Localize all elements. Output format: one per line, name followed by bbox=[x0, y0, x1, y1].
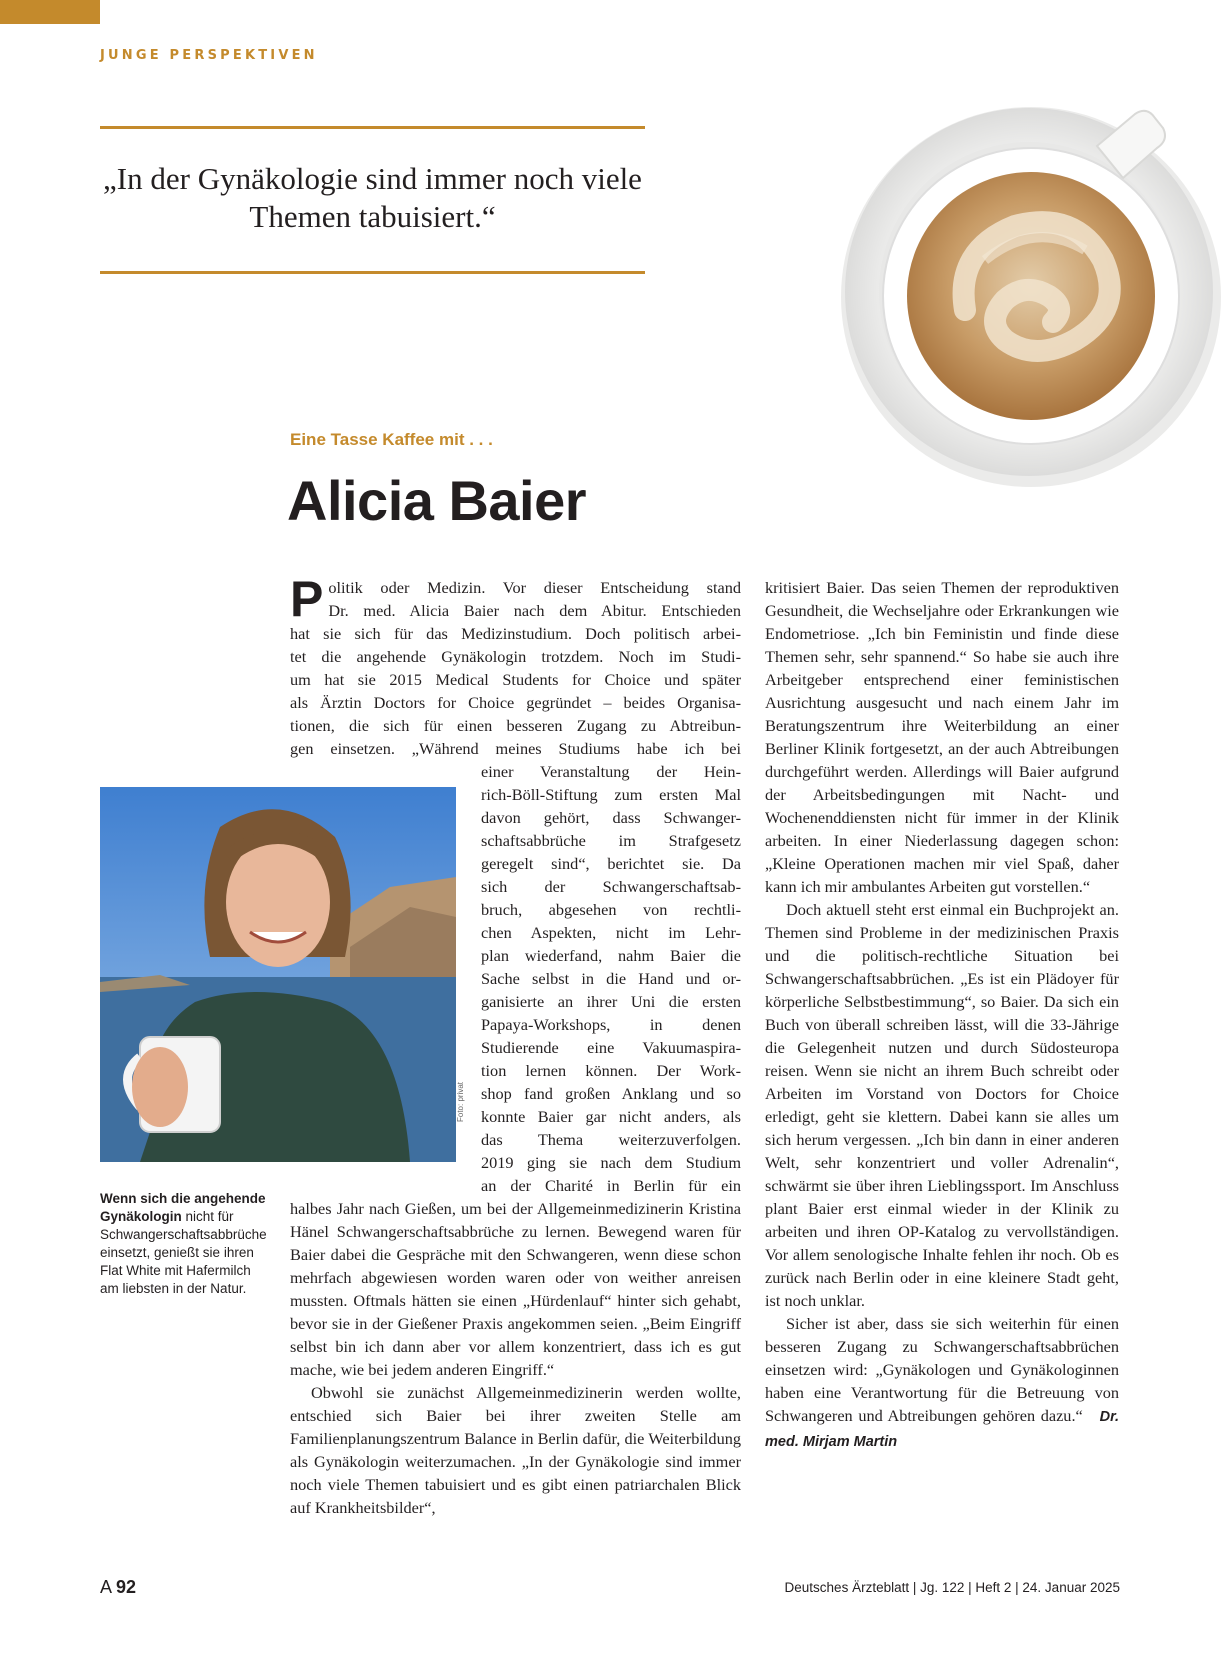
portrait-photo bbox=[100, 787, 456, 1162]
article-line: olitik oder Medizin. Vor dieser Entscheidung stand bbox=[328, 578, 741, 597]
article-line: tet die angehende Gynäkologin trotzdem. Noch im Studi- bbox=[290, 647, 741, 666]
quote-rule-bottom bbox=[100, 271, 645, 274]
article-line: geregelt sind“, berichtet sie. Da bbox=[481, 854, 741, 873]
photo-caption bbox=[100, 1190, 270, 1298]
article-column-1-bottom bbox=[290, 1197, 741, 1519]
article-paragraph: kritisiert Baier. Das seien Themen der reproduktiven Gesundheit, die Wechseljahre oder Erkrankungen wie Endometriose. „Ich bin Feministin und finde diese Themen sehr, sehr spannend.“ So habe sie auch ihre Arbeitgeber entsprechend einer feministischen Ausrichtung ausgesucht und nach einem Jahr im Beratungszentrum ihre Weiterbildung an einer Berliner Klinik fortgesetzt, an der auch Abtreibungen durchgeführt werden. Allerdings will Baier aufgrund der Arbeitsbedingungen mit Nacht- und Wochenenddiensten nicht für immer in der Klinik arbeiten. In einer Niederlassung dagegen schon: „Kleine Operationen machen mir viel Spaß, daher kann ich mir ambulantes Arbeiten gut vorstellen.“ bbox=[765, 578, 1119, 896]
article-column-1-top bbox=[290, 571, 741, 760]
pull-quote: „In der Gynäkologie sind immer noch viele Themen tabuisiert.“ bbox=[103, 161, 642, 234]
article-paragraph: Doch aktuell steht erst einmal ein Buchprojekt an. Themen sind Probleme in der medizinischen Praxis und die politisch-rechtliche Situation bei Schwangerschaftsabbrüchen. „Es ist ein Plädoyer für körperliche Selbstbestimmung“, so Baier. Da sich ein Buch von überall schreiben lässt, will die 33-Jährige die Gelegenheit nutzen und durch Südosteuropa reisen. Wenn sie nicht an ihrem Buch schreibt oder Arbeiten im Vorstand von Doctors for Choice erledigt, geht sie klettern. Dabei kann sie alles um sich herum vergessen. „Ich bin dann in einer anderen Welt, sehr konzentriert und voller Adrenalin“, schwärmt sie über ihren Lieblingssport. Im Anschluss plant Baier erst einmal wieder in der Klinik zu arbeiten und ihren OP-Katalog zu vervollständigen. Vor allem senologische Inhalte fehlen ihr noch. Ob es zurück nach Berlin oder in eine kleinere Stadt geht, ist noch unklar. bbox=[765, 900, 1119, 1310]
article-lines-top bbox=[290, 571, 741, 760]
article-line: sich der Schwangerschaftsab- bbox=[481, 877, 741, 896]
article-line: konnte Baier gar nicht anders, als bbox=[481, 1107, 741, 1126]
article-line: rich-Böll-Stiftung zum ersten Mal bbox=[481, 785, 741, 804]
article-line: davon gehört, dass Schwanger- bbox=[481, 808, 741, 827]
section-label: JUNGE PERSPEKTIVEN bbox=[100, 48, 318, 63]
article-line: plan wiederfand, nahm Baier die bbox=[481, 946, 741, 965]
article-line: Studierende eine Vakuumaspira- bbox=[481, 1038, 741, 1057]
quote-rule-top bbox=[100, 126, 645, 129]
article-line: tion lernen können. Der Work- bbox=[481, 1061, 741, 1080]
article-line: schaftsabbrüche im Strafgesetz bbox=[481, 831, 741, 850]
article-line: um hat sie 2015 Medical Students for Choice und später bbox=[290, 670, 741, 689]
article-line: Papaya-Workshops, in denen bbox=[481, 1015, 741, 1034]
article-line: ganisierte an ihrer Uni die ersten bbox=[481, 992, 741, 1011]
article-line: bruch, abgesehen von rechtli- bbox=[481, 900, 741, 919]
article-paragraph bbox=[765, 1312, 1119, 1454]
article-line: chen Aspekten, nicht im Lehr- bbox=[481, 923, 741, 942]
article-closing-text: Sicher ist aber, dass sie sich weiterhin für einen besseren Zugang zu Schwangerschaftsabbrüchen einsetzen wird: „Gynäkologen und Gynäkologinnen haben eine Verantwortung für die Betreuung von Schwangeren und Abtreibungen gehören dazu.“ bbox=[765, 1314, 1119, 1425]
article-wrap-text bbox=[481, 760, 741, 1197]
article-lines-wrap bbox=[481, 760, 741, 1197]
coffee-cup-image bbox=[835, 100, 1223, 490]
corner-accent-bar bbox=[0, 0, 100, 24]
article-line: Dr. med. Alicia Baier nach dem Abitur. Entschieden bbox=[328, 601, 741, 620]
article-paragraph: Obwohl sie zunächst Allgemeinmedizinerin werden wollte, entschied sich Baier bei ihrer zweiten Stelle am Familienplanungszentrum Balance in Berlin dafür, die Weiterbildung als Gynäkologin weiterzumachen. „In der Gynäkologie sind immer noch viele Themen tabuisiert und es gibt einen patriarchalen Blick auf Krankheitsbilder“, bbox=[290, 1383, 741, 1517]
article-paragraph: halbes Jahr nach Gießen, um bei der Allgemeinmedizinerin Kristina Hänel Schwangerschaftsabbrüche zu lernen. Bewegend waren für Baier dabei die Gespräche mit den Schwangeren, wenn diese schon mehrfach abgewiesen worden waren oder von weither anreisen mussten. Oftmals hätten sie einen „Hürdenlauf“ hinter sich gehabt, bevor sie in der Gießener Praxis angekommen seien. „Beim Eingriff selbst bin ich dann aber vor allem konzentriert, dass ich es gut mache, wie bei jedem anderen Eingriff.“ bbox=[290, 1199, 741, 1379]
page-prefix: A bbox=[100, 1577, 112, 1597]
article-line: Sache selbst in die Hand und or- bbox=[481, 969, 741, 988]
article-line: 2019 ging sie nach dem Studium bbox=[481, 1153, 741, 1172]
headline: Alicia Baier bbox=[287, 469, 587, 532]
article-line: shop fand großen Anklang und so bbox=[481, 1084, 741, 1103]
article-line: hat sie sich für das Medizinstudium. Doch politisch arbei- bbox=[290, 624, 741, 643]
article-line: tionen, die sich für einen besseren Zugang zu Abtreibun- bbox=[290, 716, 741, 735]
journal-footer: Deutsches Ärzteblatt | Jg. 122 | Heft 2 | 24. Januar 2025 bbox=[784, 1580, 1120, 1595]
photo-credit: Foto: privat bbox=[456, 1081, 465, 1122]
author-byline: Dr. med. Mirjam Martin bbox=[765, 1409, 1119, 1450]
page-number bbox=[100, 1577, 136, 1598]
caption-lead: Wenn sich die angehende Gynäkologin bbox=[100, 1191, 266, 1224]
page-number-value: 92 bbox=[116, 1577, 137, 1597]
article-line: als Ärztin Doctors for Choice gegründet – beides Organisa- bbox=[290, 693, 741, 712]
article-line: an der Charité in Berlin für ein bbox=[481, 1176, 741, 1195]
article-line: das Thema weiterzuverfolgen. bbox=[481, 1130, 741, 1149]
caption-text: nicht für Schwangerschaftsabbrüche einsetzt, genießt sie ihren Flat White mit Hafermilch am liebsten in der Natur. bbox=[100, 1209, 267, 1296]
article-line: einer Veranstaltung der Hein- bbox=[481, 762, 741, 781]
article-line: gen einsetzen. „Während meines Studiums habe ich bei bbox=[290, 739, 741, 758]
kicker: Eine Tasse Kaffee mit . . . bbox=[290, 430, 493, 449]
drop-cap: P bbox=[290, 571, 324, 627]
article-column-2 bbox=[765, 576, 1119, 1454]
